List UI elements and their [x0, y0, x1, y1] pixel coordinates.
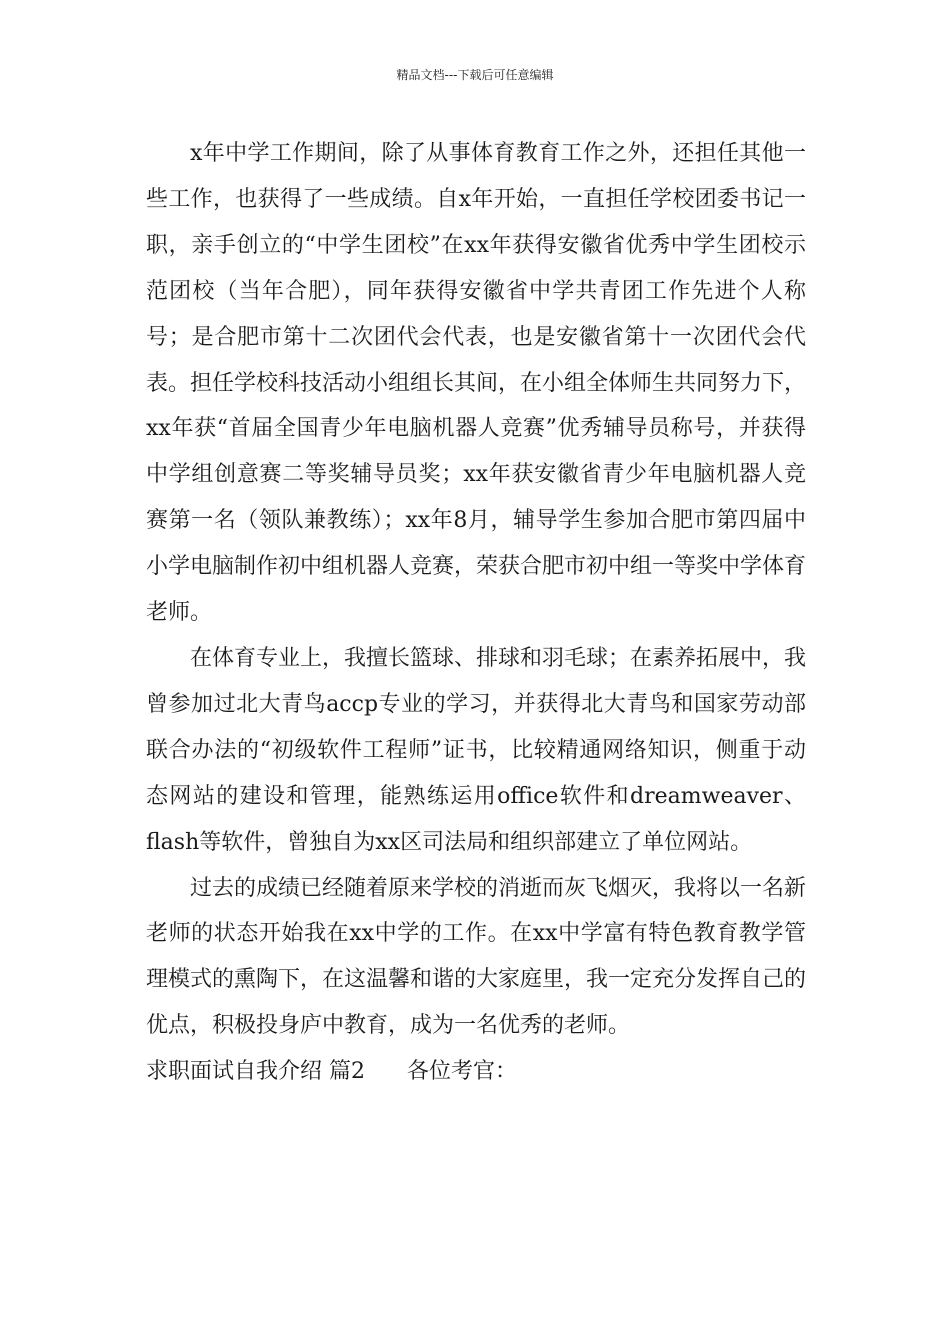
paragraph-skills: 在体育专业上，我擅长篮球、排球和羽毛球；在素养拓展中，我曾参加过北大青鸟accp专业的学习，并获得北大青鸟和国家劳动部联合办法的“初级软件工程师”证书，比较精通网络知识，侧重于动态网站的建设和管理，能熟练运用office软件和dreamweaver、flash等软件，曾独自为xx区司法局和组织部建立了单位网站。	[146, 645, 807, 855]
paragraph-conclusion: 过去的成绩已经随着原来学校的消逝而灰飞烟灭，我将以一名新老师的状态开始我在xx中学的工作。在xx中学富有特色教育教学管理模式的熏陶下，在这温馨和谐的大家庭里，我一定充分发挥自己的优点，积极投身庐中教育，成为一名优秀的老师。	[146, 875, 807, 1039]
page-header: 精品文档---下载后可任意编辑	[396, 68, 554, 82]
document-body	[146, 131, 806, 1095]
section-title: 求职面试自我介绍 篇2	[146, 1059, 365, 1085]
section-heading-line	[146, 1049, 806, 1095]
section-greeting: 各位考官：	[406, 1059, 517, 1085]
paragraph-work-achievements: x年中学工作期间，除了从事体育教育工作之外，还担任其他一些工作，也获得了一些成绩。自x年开始，一直担任学校团委书记一职，亲手创立的“中学生团校”在xx年获得安徽省优秀中学生团校示范团校（当年合肥），同年获得安徽省中学共青团工作先进个人称号；是合肥市第十二次团代会代表，也是安徽省第十一次团代会代表。担任学校科技活动小组组长其间，在小组全体师生共同努力下，xx年获“首届全国青少年电脑机器人竞赛”优秀辅导员称号，并获得中学组创意赛二等奖辅导员奖；xx年获安徽省青少年电脑机器人竞赛第一名（领队兼教练）；xx年8月，辅导学生参加合肥市第四届中小学电脑制作初中组机器人竞赛，荣获合肥市初中组一等奖中学体育老师。	[146, 141, 807, 626]
